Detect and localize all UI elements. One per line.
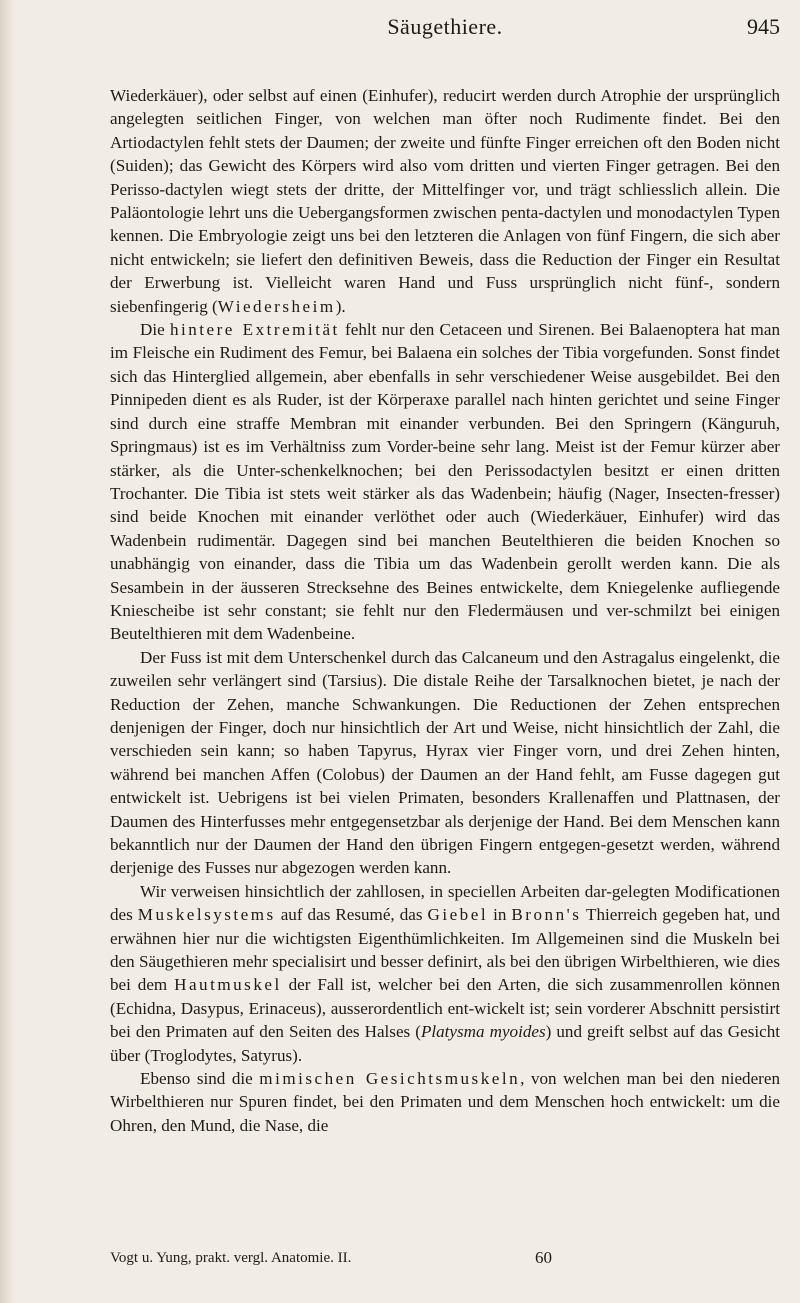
spaced-term: Hautmuskel: [174, 975, 282, 995]
text-run: Wir verweisen hinsichtlich der zahllosen, in speciellen Arbeiten dar-gelegten Modificationen des: [110, 881, 780, 925]
text-run: Ebenso sind die: [140, 1069, 260, 1089]
spaced-term: Wiedersheim: [217, 296, 336, 316]
body-text: [110, 84, 780, 1137]
text-run: Der Fuss ist mit dem Unterschenkel durch das Calcaneum und den Astragalus eingelenkt, die zuweilen sehr verlängert sind (Tarsius). Die distale Reihe der Tarsalknochen bietet, je nach der Reduction der Zehen, manche Schwankungen. Die Reductionen der Zehen entsprechen denjenigen der Finger, doch nur hinsichtlich der Art und Weise, nicht hinsichtlich der Zahl, die verschieden sein kann; so haben Tapyrus, Hyrax vier Finger vorn, und drei Zehen hinten, während bei manchen Affen (Colobus) der Daumen an der Hand fehlt, am Fusse dagegen gut entwickelt ist. Uebrigens ist bei vielen Primaten, besonders Krallenaffen und Plattnasen, der Daumen des Hinterfusses mehr entgegensetzbar als derjenige der Hand. Bei dem Menschen kann bekanntlich nur der Daumen der Hand den übrigen Fingern entgegen-gesetzt werden, während derjenige des Fusses nur abgezogen werden kann.: [110, 647, 780, 878]
text-run: ).: [335, 296, 346, 316]
footer-signature: Vogt u. Yung, prakt. vergl. Anatomie. II.: [110, 1250, 352, 1266]
text-run: der Fall ist, welcher bei den Arten, die sich zusammenrollen können (Echidna, Dasypus, Erinaceus), ausserordentlich ent-wickelt ist; sein vorderer Abschnitt persistirt bei den Primaten auf den Seiten des Halses (: [110, 975, 780, 1042]
spaced-term: Giebel: [427, 905, 489, 925]
text-run: Thierreich gegeben hat, und erwähnen hier nur die wichtigsten Eigenthümlichkeiten. Im Allgemeinen sind die Muskeln bei den Säugethieren mehr specialisirt und besser definirt, als bei den übrigen Wirbelthieren, wie dies bei dem: [110, 905, 780, 995]
text-run: auf das Resumé, das: [275, 905, 428, 925]
page-edge-shadow: [0, 0, 14, 1303]
spaced-term: mimischen Gesichtsmuskeln: [259, 1069, 521, 1089]
paragraph: [110, 646, 780, 880]
paragraph: [110, 880, 780, 1067]
paragraph: [110, 318, 780, 646]
spaced-term: hintere Extremität: [169, 320, 340, 340]
italic-term: Platysma myoides: [420, 1022, 546, 1042]
text-run: Wiederkäuer), oder selbst auf einen (Einhufer), reducirt werden durch Atrophie der ursprünglich angelegten seitlichen Finger, von welchen man öfter noch Rudimente findet. Bei den Artiodactylen fehlt stets der Daumen; der zweite und fünfte Finger erreichen oft den Boden nicht (Suiden); das Gewicht des Körpers wird also vom dritten und vierten Finger getragen. Bei den Perisso-dactylen wiegt stets der dritte, der Mittelfinger vor, und trägt schliesslich allein. Die Paläontologie lehrt uns die Uebergangsformen zwischen penta-dactylen und monodactylen Typen kennen. Die Embryologie zeigt uns bei den letzteren die Anlagen von fünf Fingern, die sich aber nicht entwickeln; sie liefert den definitiven Beweis, dass die Reduction der Finger ein Resultat der Erwerbung ist. Vielleicht waren Hand und Fuss ursprünglich nicht fünf-, sondern siebenfingerig (: [110, 86, 780, 316]
spaced-term: Muskelsystems: [137, 905, 276, 925]
text-run: fehlt nur den Cetaceen und Sirenen. Bei Balaenoptera hat man im Fleische ein Rudiment des Femur, bei Balaena ein solches der Tibia vorgefunden. Sonst findet sich das Hinterglied allgemein, aber ebenfalls in sehr verschiedener Weise ausgebildet. Bei den Pinnipeden dient es als Ruder, ist der Körperaxe parallel nach hinten gerichtet und seine Finger sind durch eine straffe Membran mit einander verbunden. Bei den Springern (Känguruh, Springmaus) ist es im Verhältniss zum Vorder-beine sehr lang. Meist ist der Femur kürzer aber stärker, als die Unter-schenkelknochen; bei den Perissodactylen besitzt er einen dritten Trochanter. Die Tibia ist stets weit stärker als das Wadenbein; häufig (Nager, Insecten-fresser) sind beide Knochen mit einander verlöthet oder auch (Wiederkäuer, Einhufer) wird das Wadenbein rudimentär. Dagegen sind bei manchen Beutelthieren die beiden Knochen so unabhängig von einander, dass die Tibia um das Wadenbein gerollt werden kann. Die als Sesambein in der äusseren Strecksehne des Beines entwickelte, dem Kniegelenke aufliegende Kniescheibe ist sehr constant; sie fehlt nur den Fledermäusen und ver-schmilzt bei einigen Beutelthieren mit dem Wadenbeine.: [110, 320, 780, 644]
text-run: , von welchen man bei den niederen Wirbelthieren nur Spuren findet, bei den Primaten und dem Menschen hoch entwickelt: um die Ohren, den Mund, die Nase, die: [110, 1069, 781, 1135]
sheet-number: 60: [535, 1248, 552, 1267]
text-run: ) und greift selbst auf das Gesicht über (Troglodytes, Satyrus).: [110, 1022, 781, 1065]
spaced-term: Bronn's: [511, 905, 582, 925]
page-number: 945: [747, 14, 780, 39]
page-header: [110, 14, 780, 48]
text-run: Die: [140, 320, 170, 340]
paragraph: [110, 1067, 780, 1137]
paragraph: [110, 84, 780, 318]
running-title: Säugethiere.: [387, 14, 503, 39]
text-run: in: [488, 905, 512, 925]
